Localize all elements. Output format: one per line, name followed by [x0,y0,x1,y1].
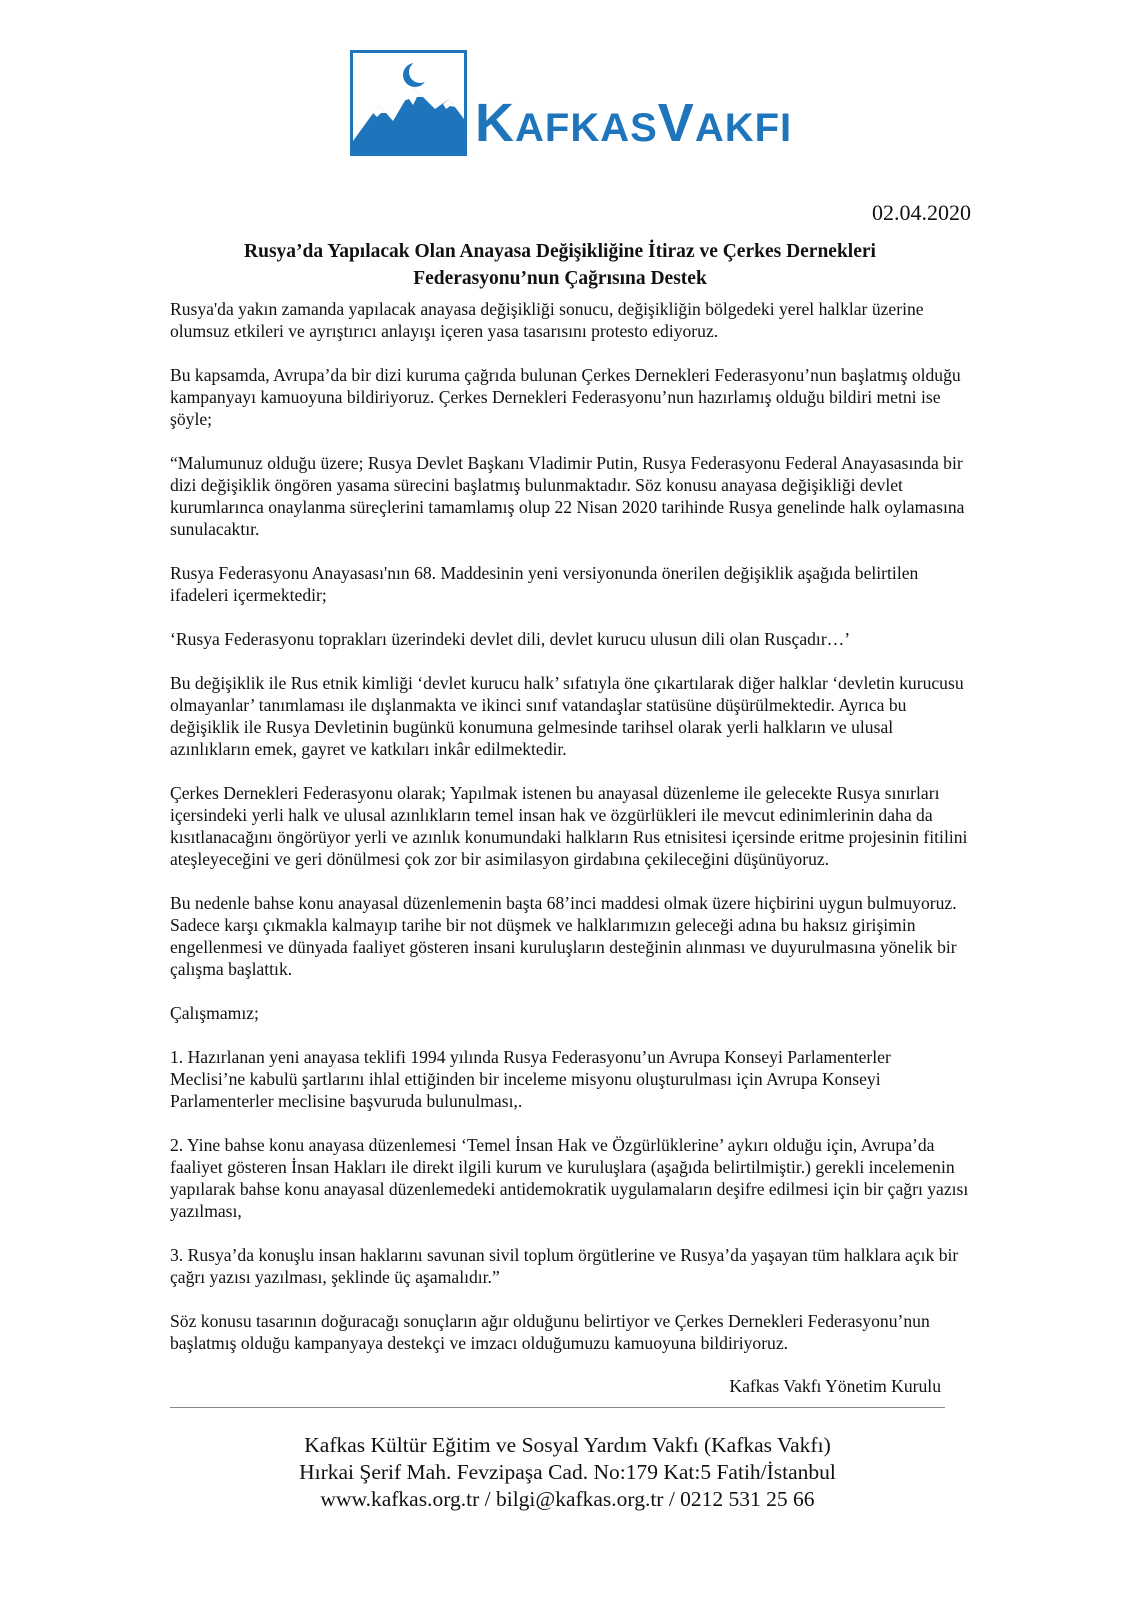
title-line-1: Rusya’da Yapılacak Olan Anayasa Değişikliğine İtiraz ve Çerkes Dernekleri [244,241,876,262]
paragraph: Çalışmamız; [170,1003,259,1023]
paragraph: Rusya'da yakın zamanda yapılacak anayasa değişikliği sonucu, değişikliğin bölgedeki yerel halklar üzerine olumsuz etkileri ve ayrıştırıcı anlayışı içeren yasa tasarısını protesto ediyoruz. [170,299,924,341]
paragraph: Söz konusu tasarının doğuracağı sonuçların ağır olduğunu belirtiyor ve Çerkes Dernekleri Federasyonu’nun başlatmış olduğu kampanyaya destekçi ve imzacı olduğumuzu kamuoyuna bildiriyoruz. [170,1311,930,1353]
list-item: 3. Rusya’da konuşlu insan haklarını savunan sivil toplum örgütlerine ve Rusya’da yaşayan tüm halklara açık bir çağrı yazısı yazılması, şeklinde üç aşamalıdır.” [170,1245,959,1287]
document-title [170,238,950,292]
title-line-2: Federasyonu’nun Çağrısına Destek [413,268,707,289]
footer-line-3: www.kafkas.org.tr / bilgi@kafkas.org.tr / 0212 531 25 66 [320,1487,815,1511]
paragraph: “Malumunuz olduğu üzere; Rusya Devlet Başkanı Vladimir Putin, Rusya Federasyonu Federal Anayasasında bir dizi değişiklik öngören yasama sürecini başlatmış bulunmaktadır. Söz konusu anayasa değişikliği devlet kurumlarınca onaylanma süreçlerini tamamlamış olup 22 Nisan 2020 tarihinde Rusya genelinde halk oylamasına sunulacaktır. [170,453,965,539]
paragraph: Bu nedenle bahse konu anayasal düzenlemenin başta 68’inci maddesi olmak üzere hiçbirini uygun bulmuyoruz. Sadece karşı çıkmakla kalmayıp tarihe bir not düşmek ve halklarımızın geleceği adına bu haksız girişimin engellenmesi ve dünyada faaliyet gösteren insani kuruluşların desteğinin alınması ve duyurulmasına yönelik bir çalışma başlattık. [170,893,957,979]
mountain-moon-icon [350,50,467,156]
document-date: 02.04.2020 [872,200,971,225]
footer-line-1: Kafkas Kültür Eğitim ve Sosyal Yardım Vakfı (Kafkas Vakfı) [304,1433,831,1457]
logo-wordmark: KAFKASVAKFI [475,93,793,153]
footer-line-2: Hırkai Şerif Mah. Fevzipaşa Cad. No:179 Kat:5 Fatih/İstanbul [299,1460,836,1484]
document-body [170,298,970,1376]
paragraph: Bu kapsamda, Avrupa’da bir dizi kuruma çağrıda bulunan Çerkes Dernekleri Federasyonu’nun başlatmış olduğu kampanyayı kamuoyuna bildiriyoruz. Çerkes Dernekleri Federasyonu’nun hazırlamış olduğu bildiri metni ise şöyle; [170,365,961,429]
signature: Kafkas Vakfı Yönetim Kurulu [729,1376,941,1396]
paragraph: Çerkes Dernekleri Federasyonu olarak; Yapılmak istenen bu anayasal düzenleme ile gelecekte Rusya sınırları içersindeki yerli halk ve ulusal azınlıkların temel insan hak ve özgürlükleri ile mevcut edinimlerinin daha da kısıtlanacağını öngörüyor yerli ve azınlık konumundaki halkların Rus etnisitesi içersinde eritme projesinin fitilini ateşleyeceğini ve geri dönülmesi çok zor bir asimilasyon girdabına çekileceğini düşünüyoruz. [170,783,968,869]
kafkas-vakfi-logo [350,50,792,156]
list-item: 1. Hazırlanan yeni anayasa teklifi 1994 yılında Rusya Federasyonu’un Avrupa Konseyi Parlamenterler Meclisi’ne kabulü şartlarını ihlal ettiğinden bir inceleme misyonu oluşturulması için Avrupa Konseyi Parlamenterler meclisine başvuruda bulunulması,. [170,1047,891,1111]
paragraph: ‘Rusya Federasyonu toprakları üzerindeki devlet dili, devlet kurucu ulusun dili olan Rusçadır…’ [170,629,851,649]
footer-divider [170,1407,945,1408]
paragraph: Bu değişiklik ile Rus etnik kimliği ‘devlet kurucu halk’ sıfatıyla öne çıkartılarak diğer halklar ‘devletin kurucusu olmayanlar’ tanımlaması ile dışlanmakta ve ikinci sınıf vatandaşlar statüsüne düşürülmektedir. Ayrıca bu değişiklik ile Rusya Devletinin bugünkü konumuna gelmesinde tarihsel olarak yerli halkların ve ulusal azınlıkların emek, gayret ve katkıları inkâr edilmektedir. [170,673,964,759]
footer [170,1432,965,1513]
paragraph: Rusya Federasyonu Anayasası'nın 68. Maddesinin yeni versiyonunda önerilen değişiklik aşağıda belirtilen ifadeleri içermektedir; [170,563,919,605]
list-item: 2. Yine bahse konu anayasa düzenlemesi ‘Temel İnsan Hak ve Özgürlüklerine’ aykırı olduğu için, Avrupa’da faaliyet gösteren İnsan Hakları ile direkt ilgili kurum ve kuruluşlara (aşağıda belirtilmiştir.) gerekli incelemenin yapılarak bahse konu anayasal düzenlemedeki antidemokratik uygulamaların deşifre edilmesi için bir çağrı yazısı yazılması, [170,1135,969,1221]
